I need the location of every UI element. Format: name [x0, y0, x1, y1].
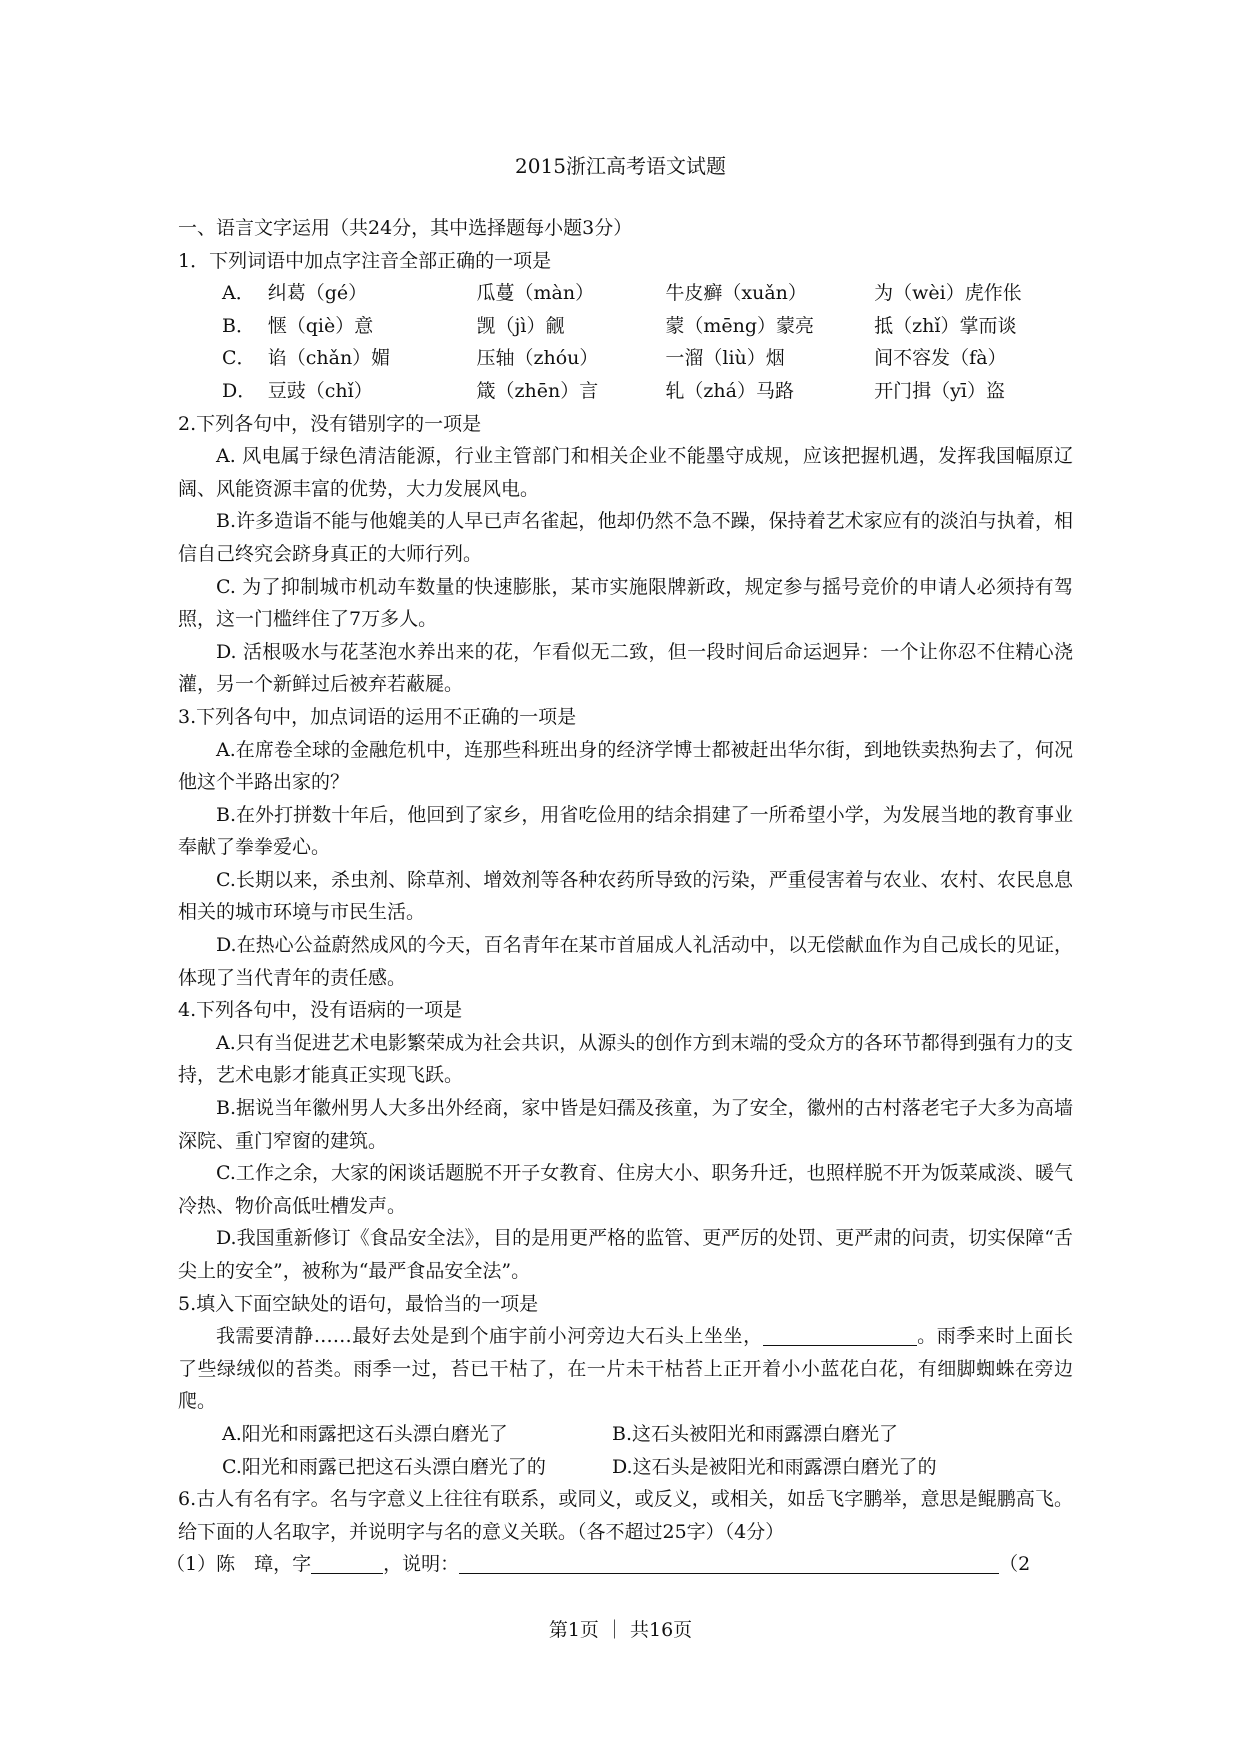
question-3-option-d: D.在热心公益蔚然成风的今天，百名青年在某市首届成人礼活动中，以无偿献血作为自己成长的见证，体现了当代青年的责任感。	[178, 934, 1073, 989]
question-3-option-b: B.在外打拼数十年后，他回到了家乡，用省吃俭用的结余捐建了一所希望小学，为发展当地的教育事业奉献了拳拳爱心。	[178, 803, 1073, 859]
question-2-option-a: A. 风电属于绿色清洁能源，行业主管部门和相关企业不能墨守成规，应该把握机遇，发挥我国幅原辽阔、风能资源丰富的优势，大力发展风电。	[178, 445, 1073, 500]
question-2-stem: 2.下列各句中，没有错别字的一项是	[178, 412, 482, 435]
option-row-a	[178, 277, 1073, 310]
question-3-option-a: A.在席卷全球的金融危机中，连那些科班出身的经济学博士都被赶出华尔街，到地铁卖热狗去了，何况他这个半路出家的？	[178, 738, 1073, 794]
item-1-suffix: （2	[999, 1553, 1031, 1576]
option-word: 蒙（mēng）蒙亮	[665, 314, 815, 337]
question-5-option-a: A.阳光和雨露把这石头漂白磨光了	[222, 1422, 508, 1445]
question-1-stem: 1．下列词语中加点字注音全部正确的一项是	[178, 249, 552, 272]
question-4-option-a: A.只有当促进艺术电影繁荣成为社会共识，从源头的创作方到末端的受众方的各环节都得到强有力的支持，艺术电影才能真正实现飞跃。	[178, 1031, 1073, 1087]
question-4-option-c: C.工作之余，大家的闲谈话题脱不开子女教育、住房大小、职务升迁，也照样脱不开为饭菜咸淡、暖气冷热、物价高低吐槽发声。	[178, 1162, 1073, 1217]
option-word: 压轴（zhóu）	[476, 347, 599, 370]
option-word: 抵（zhǐ）掌而谈	[874, 314, 1017, 337]
option-word: 瓜蔓（màn）	[476, 282, 595, 305]
question-5-passage	[178, 1320, 1073, 1418]
option-row	[178, 1451, 1073, 1484]
option-word: 牛皮癣（xuǎn）	[665, 282, 807, 305]
question-2-option-c: C. 为了抑制城市机动车数量的快速膨胀，某市实施限牌新政，规定参与摇号竞价的申请人必须持有驾照，这一门槛绊住了7万多人。	[178, 575, 1073, 631]
option-word: 为（wèi）虎作伥	[874, 282, 1022, 305]
question-2-option-b: B.许多造诣不能与他媲美的人早已声名雀起，他却仍然不急不躁，保持着艺术家应有的淡泊与执着，相信自己终究会跻身真正的大师行列。	[178, 510, 1073, 565]
section-heading: 一、语言文字运用（共24分，其中选择题每小题3分）	[178, 217, 633, 239]
option-label: C．	[222, 347, 256, 370]
option-word: 轧（zhá）马路	[665, 379, 794, 402]
question-2-option-d: D. 活根吸水与花茎泡水养出来的花，乍看似无二致，但一段时间后命运迥异：一个让你忍不住精心浇灌，另一个新鲜过后被弃若蔽屣。	[178, 640, 1073, 696]
item-1-mid: ，说明：	[383, 1553, 460, 1576]
question-5-option-d: D.这石头是被阳光和雨露漂白磨光了的	[612, 1455, 937, 1478]
explanation-blank[interactable]	[459, 1551, 999, 1574]
item-1-prefix: （1）陈 璋，字	[166, 1553, 312, 1576]
courtesy-name-blank[interactable]	[311, 1551, 383, 1574]
question-6-stem: 6.古人有名有字。名与字意义上往往有联系，或同义，或反义，或相关，如岳飞字鹏举，意思是鲲鹏高飞。给下面的人名取字，并说明字与名的意义关联。（各不超过25字）（4分）	[178, 1488, 1073, 1543]
question-3-stem: 3.下列各句中，加点词语的运用不正确的一项是	[178, 705, 577, 728]
option-word: 间不容发（fà）	[874, 347, 1007, 370]
question-4-stem: 4.下列各句中，没有语病的一项是	[178, 999, 463, 1022]
option-word: 箴（zhēn）言	[476, 379, 599, 402]
option-word: 开门揖（yī）盗	[874, 379, 1005, 402]
question-4-option-d: D.我国重新修订《食品安全法》，目的是用更严格的监管、更严厉的处罚、更严肃的问责，切实保障“舌尖上的安全”，被称为“最严食品安全法”。	[178, 1227, 1073, 1282]
question-3-option-c: C.长期以来，杀虫剂、除草剂、增效剂等各种农药所导致的污染，严重侵害着与农业、农村、农民息息相关的城市环境与市民生活。	[178, 868, 1073, 924]
question-5-options	[178, 1418, 1073, 1483]
question-5-option-b: B.这石头被阳光和雨露漂白磨光了	[612, 1422, 899, 1445]
option-row-d	[178, 375, 1073, 408]
option-label: B．	[222, 314, 255, 337]
option-word: 觊（jì）觎	[476, 314, 565, 337]
option-label: D．	[222, 379, 257, 402]
option-label: A．	[222, 282, 255, 305]
question-1-options	[178, 277, 1073, 407]
passage-text-before: 我需要清静……最好去处是到个庙宇前小河旁边大石头上坐坐，	[216, 1325, 763, 1348]
option-word: 纠葛（gé）	[267, 282, 368, 305]
option-row-b	[178, 310, 1073, 343]
option-word: 谄（chǎn）媚	[267, 347, 391, 370]
exam-content	[166, 212, 1073, 1581]
option-word: 惬（qiè）意	[267, 314, 374, 337]
option-row	[178, 1418, 1073, 1451]
option-word: 豆豉（chǐ）	[267, 379, 373, 402]
question-5-stem: 5.填入下面空缺处的语句，最恰当的一项是	[178, 1292, 539, 1315]
page-footer: 第1页 ｜ 共16页	[548, 1619, 693, 1641]
page-title: 2015浙江高考语文试题	[515, 154, 726, 178]
question-6-item-1	[166, 1548, 1073, 1581]
option-word: 一溜（liù）烟	[665, 347, 785, 370]
passage-text-after: 。雨季来时上面长了些绿绒似的苔类。雨季一过，苔已干枯了，在一片未干枯苔上正开着小小蓝花白花，有细脚蜘蛛在旁边爬。	[178, 1325, 1073, 1413]
question-5-option-c: C.阳光和雨露已把这石头漂白磨光了的	[222, 1455, 546, 1478]
option-row-c	[178, 342, 1073, 375]
question-4-option-b: B.据说当年徽州男人大多出外经商，家中皆是妇孺及孩童，为了安全，徽州的古村落老宅子大多为高墙深院、重门窄窗的建筑。	[178, 1097, 1073, 1152]
answer-blank[interactable]	[763, 1323, 917, 1346]
